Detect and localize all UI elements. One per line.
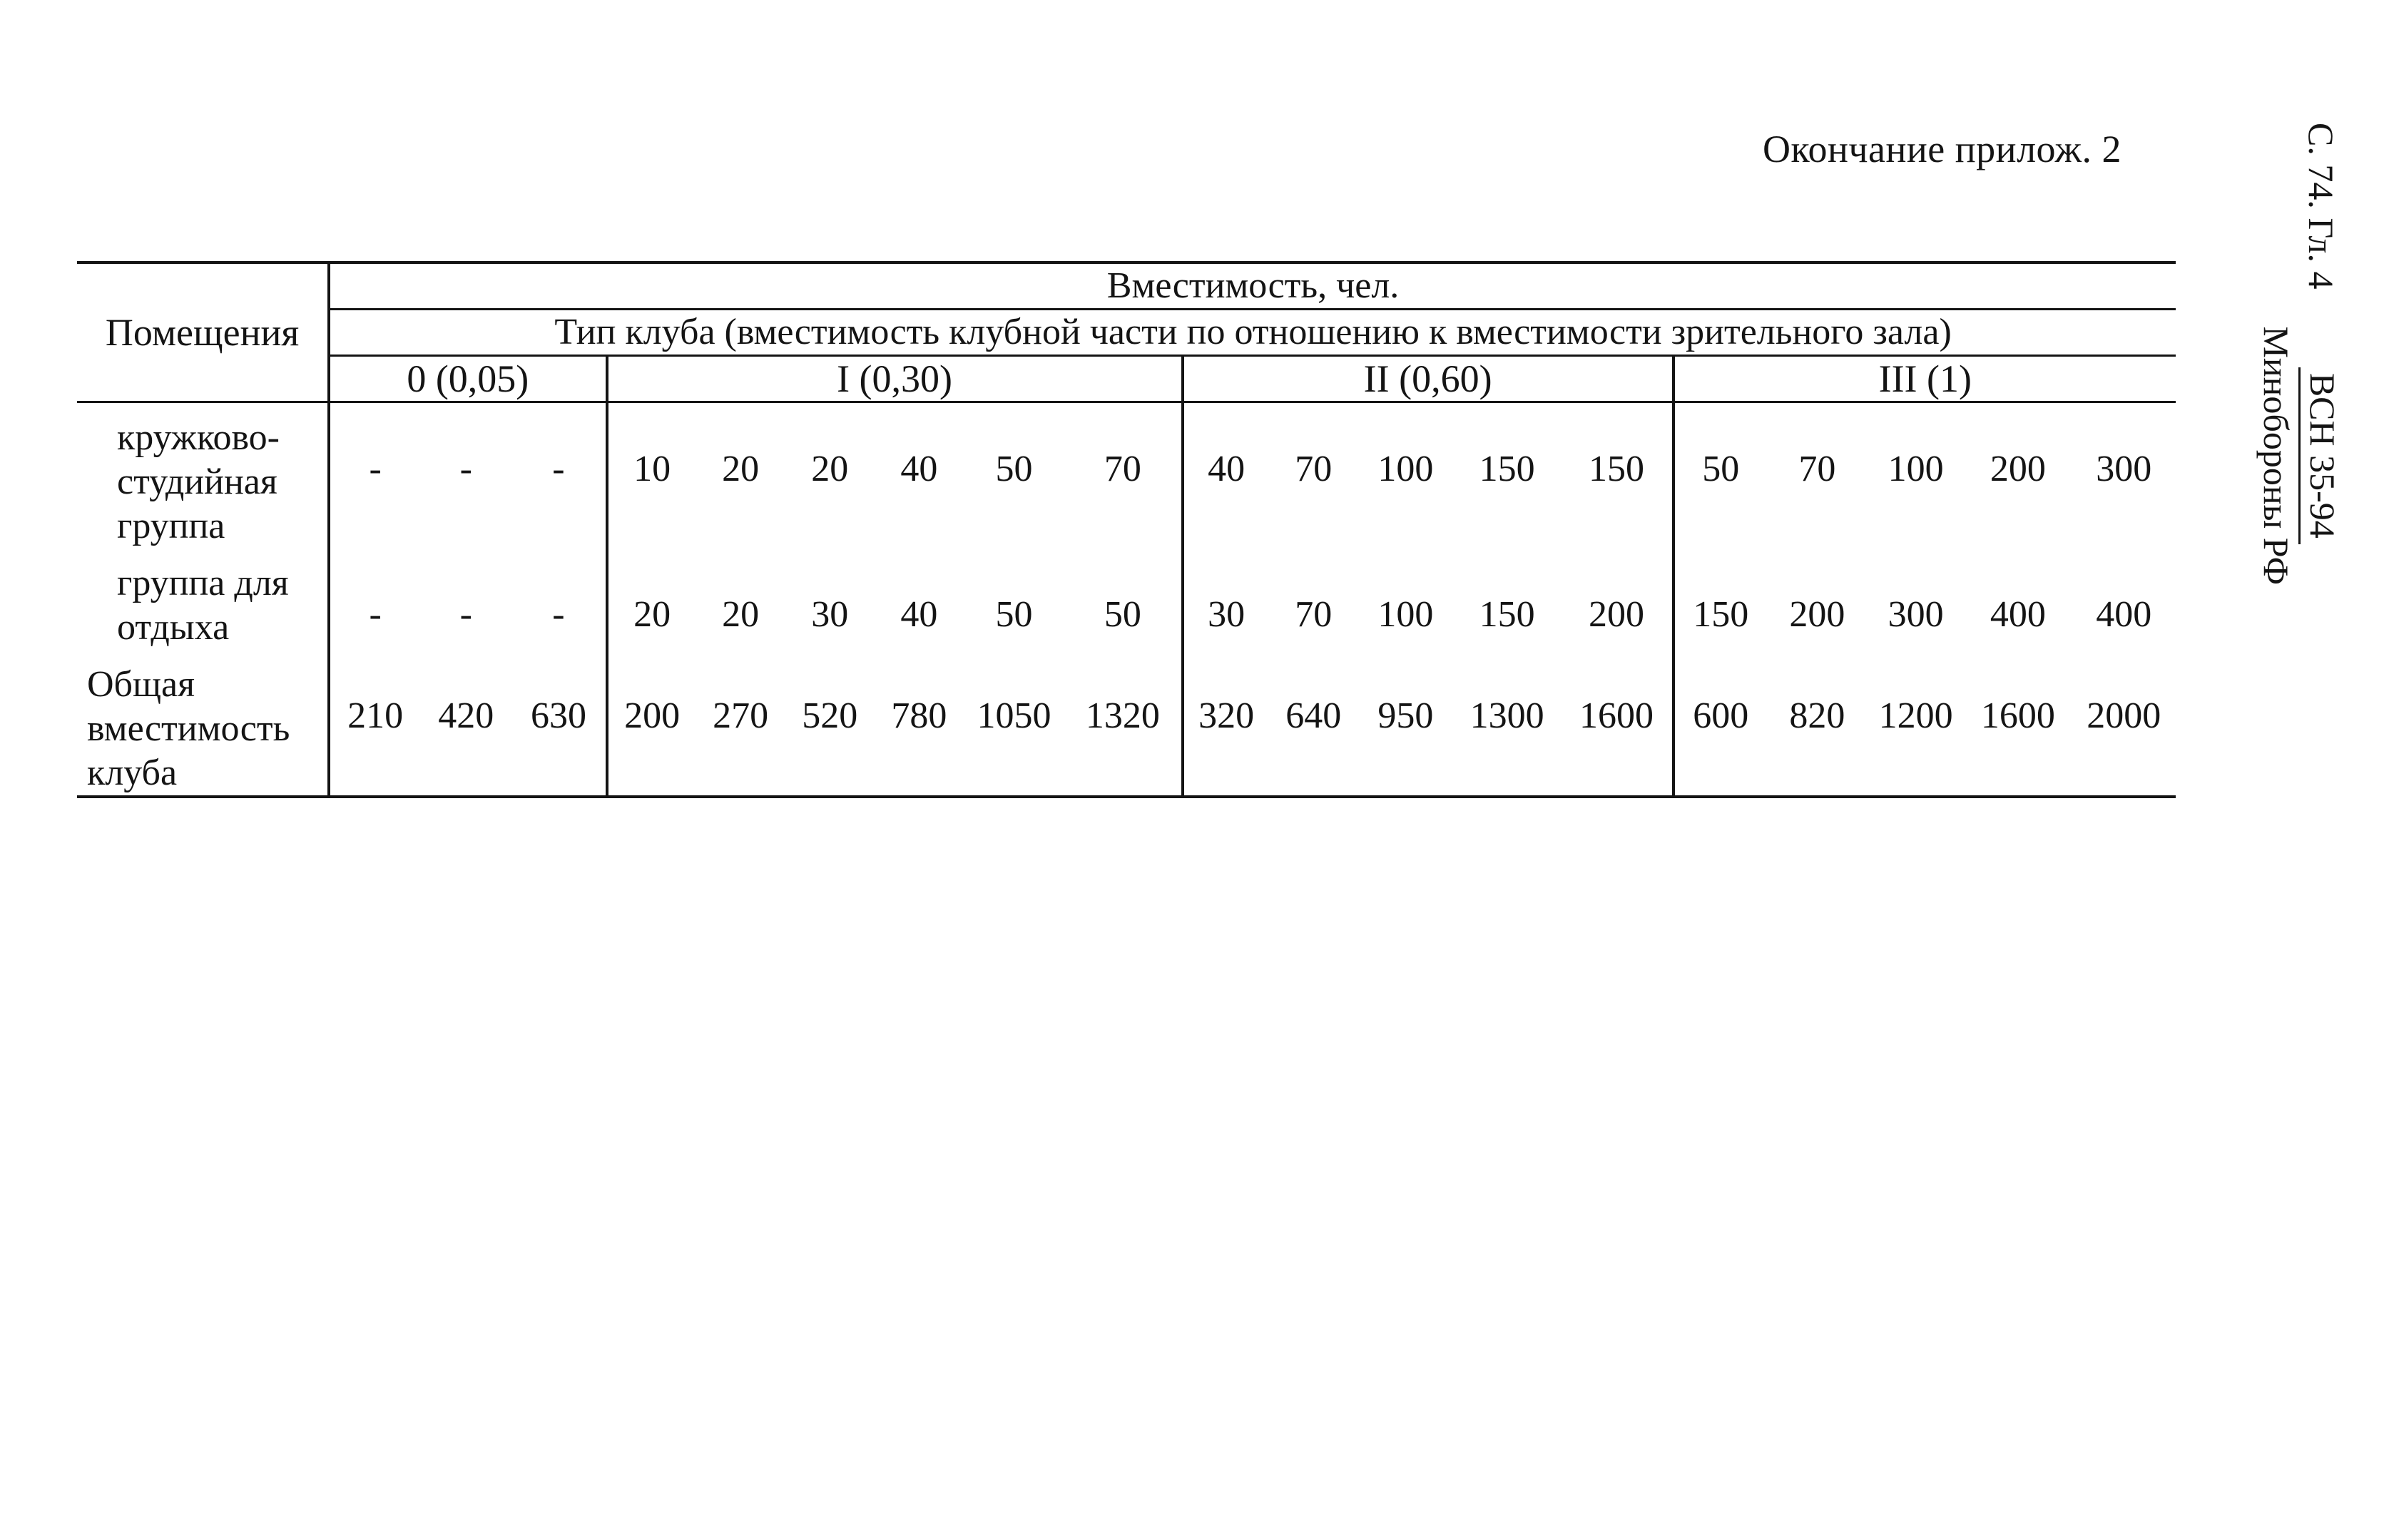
table-cell: 1050 — [964, 650, 1064, 797]
side-document-id — [2256, 320, 2343, 591]
table-cell: 200 — [1789, 594, 1845, 635]
header-row-club-type — [77, 310, 2176, 356]
table-row — [77, 402, 2176, 549]
table-cell: 600 — [1674, 650, 1767, 797]
table-cell: - — [511, 402, 606, 549]
group-header-1: I (0,30) — [607, 356, 1183, 402]
side-document-code: ВСН 35-94 — [2298, 367, 2343, 544]
table-cell: 200 — [1561, 549, 1673, 650]
table-cell: 70 — [1798, 449, 1836, 489]
table-cell: 30 — [811, 594, 849, 635]
table-cell: 2000 — [2072, 650, 2176, 797]
capacity-table — [77, 261, 2176, 798]
row-label: группа для отдыха — [77, 549, 329, 650]
table-cell: 150 — [1479, 449, 1535, 489]
table-row — [77, 549, 2176, 650]
table-cell: - — [511, 549, 606, 650]
table-cell: 820 — [1767, 650, 1868, 797]
table-cell: 950 — [1358, 650, 1453, 797]
table-cell: 10 — [633, 449, 671, 489]
table-cell: 1300 — [1453, 650, 1561, 797]
table-cell: 50 — [1064, 549, 1182, 650]
table-cell: 520 — [785, 650, 875, 797]
table-cell: 100 — [1377, 449, 1434, 489]
table-cell: 50 — [995, 594, 1033, 635]
side-page-reference: С. 74. Гл. 4 — [2301, 123, 2341, 290]
table-cell: - — [459, 594, 472, 635]
table-cell: 210 — [329, 650, 420, 797]
table-row — [77, 650, 2176, 797]
table-cell: 640 — [1269, 650, 1358, 797]
table-cell: 20 — [811, 449, 849, 489]
table-cell: 20 — [633, 594, 671, 635]
table-cell: 1200 — [1868, 650, 1964, 797]
table-cell: 150 — [1479, 594, 1535, 635]
table-cell: 70 — [1295, 449, 1333, 489]
table-cell: 400 — [1990, 594, 2046, 635]
table-cell: - — [459, 449, 472, 489]
group-header-0: 0 (0,05) — [329, 356, 606, 402]
group-header-2: II (0,60) — [1183, 356, 1674, 402]
row-label: кружково-студийная группа — [77, 402, 329, 549]
row-label: Общая вместимость клуба — [77, 650, 329, 797]
table-cell: 1600 — [1561, 650, 1673, 797]
table-cell: - — [369, 449, 382, 489]
side-document-org: Минобороны РФ — [2256, 326, 2296, 586]
table-cell: 200 — [1990, 449, 2046, 489]
group-header-3: III (1) — [1674, 356, 2176, 402]
header-row-capacity — [77, 262, 2176, 310]
table-cell: 1320 — [1064, 650, 1182, 797]
table-cell: 300 — [1888, 594, 1944, 635]
table-cell: 780 — [875, 650, 964, 797]
table-cell: 400 — [2096, 594, 2152, 635]
table-cell: 1600 — [1964, 650, 2072, 797]
table-cell: 270 — [696, 650, 785, 797]
table-cell: 630 — [511, 650, 606, 797]
side-running-header — [2256, 123, 2343, 651]
table-cell: 300 — [2096, 449, 2152, 489]
table-cell: 30 — [1208, 594, 1246, 635]
appendix-caption: Окончание прилож. 2 — [1763, 128, 2121, 170]
table-cell: 40 — [900, 594, 938, 635]
table-cell: 70 — [1064, 402, 1182, 549]
table-cell: 320 — [1183, 650, 1269, 797]
table-cell: 150 — [1561, 402, 1673, 549]
table-cell: 50 — [1702, 449, 1740, 489]
table-cell: - — [369, 594, 382, 635]
table-cell: 40 — [1208, 449, 1246, 489]
table-cell: 420 — [420, 650, 511, 797]
table-cell: 200 — [607, 650, 696, 797]
rooms-column-header: Помещения — [77, 262, 329, 402]
table-cell: 100 — [1377, 594, 1434, 635]
table-cell: 40 — [900, 449, 938, 489]
table-cell: 50 — [995, 449, 1033, 489]
table-cell: 20 — [722, 594, 760, 635]
club-type-header: Тип клуба (вместимость клубной части по отношению к вместимости зрительного зала) — [329, 310, 2176, 356]
table-cell: 20 — [722, 449, 760, 489]
table-cell: 100 — [1888, 449, 1944, 489]
table-cell: 70 — [1295, 594, 1333, 635]
table-cell: 150 — [1693, 594, 1749, 635]
capacity-header: Вместимость, чел. — [329, 262, 2176, 310]
header-row-groups — [77, 356, 2176, 402]
